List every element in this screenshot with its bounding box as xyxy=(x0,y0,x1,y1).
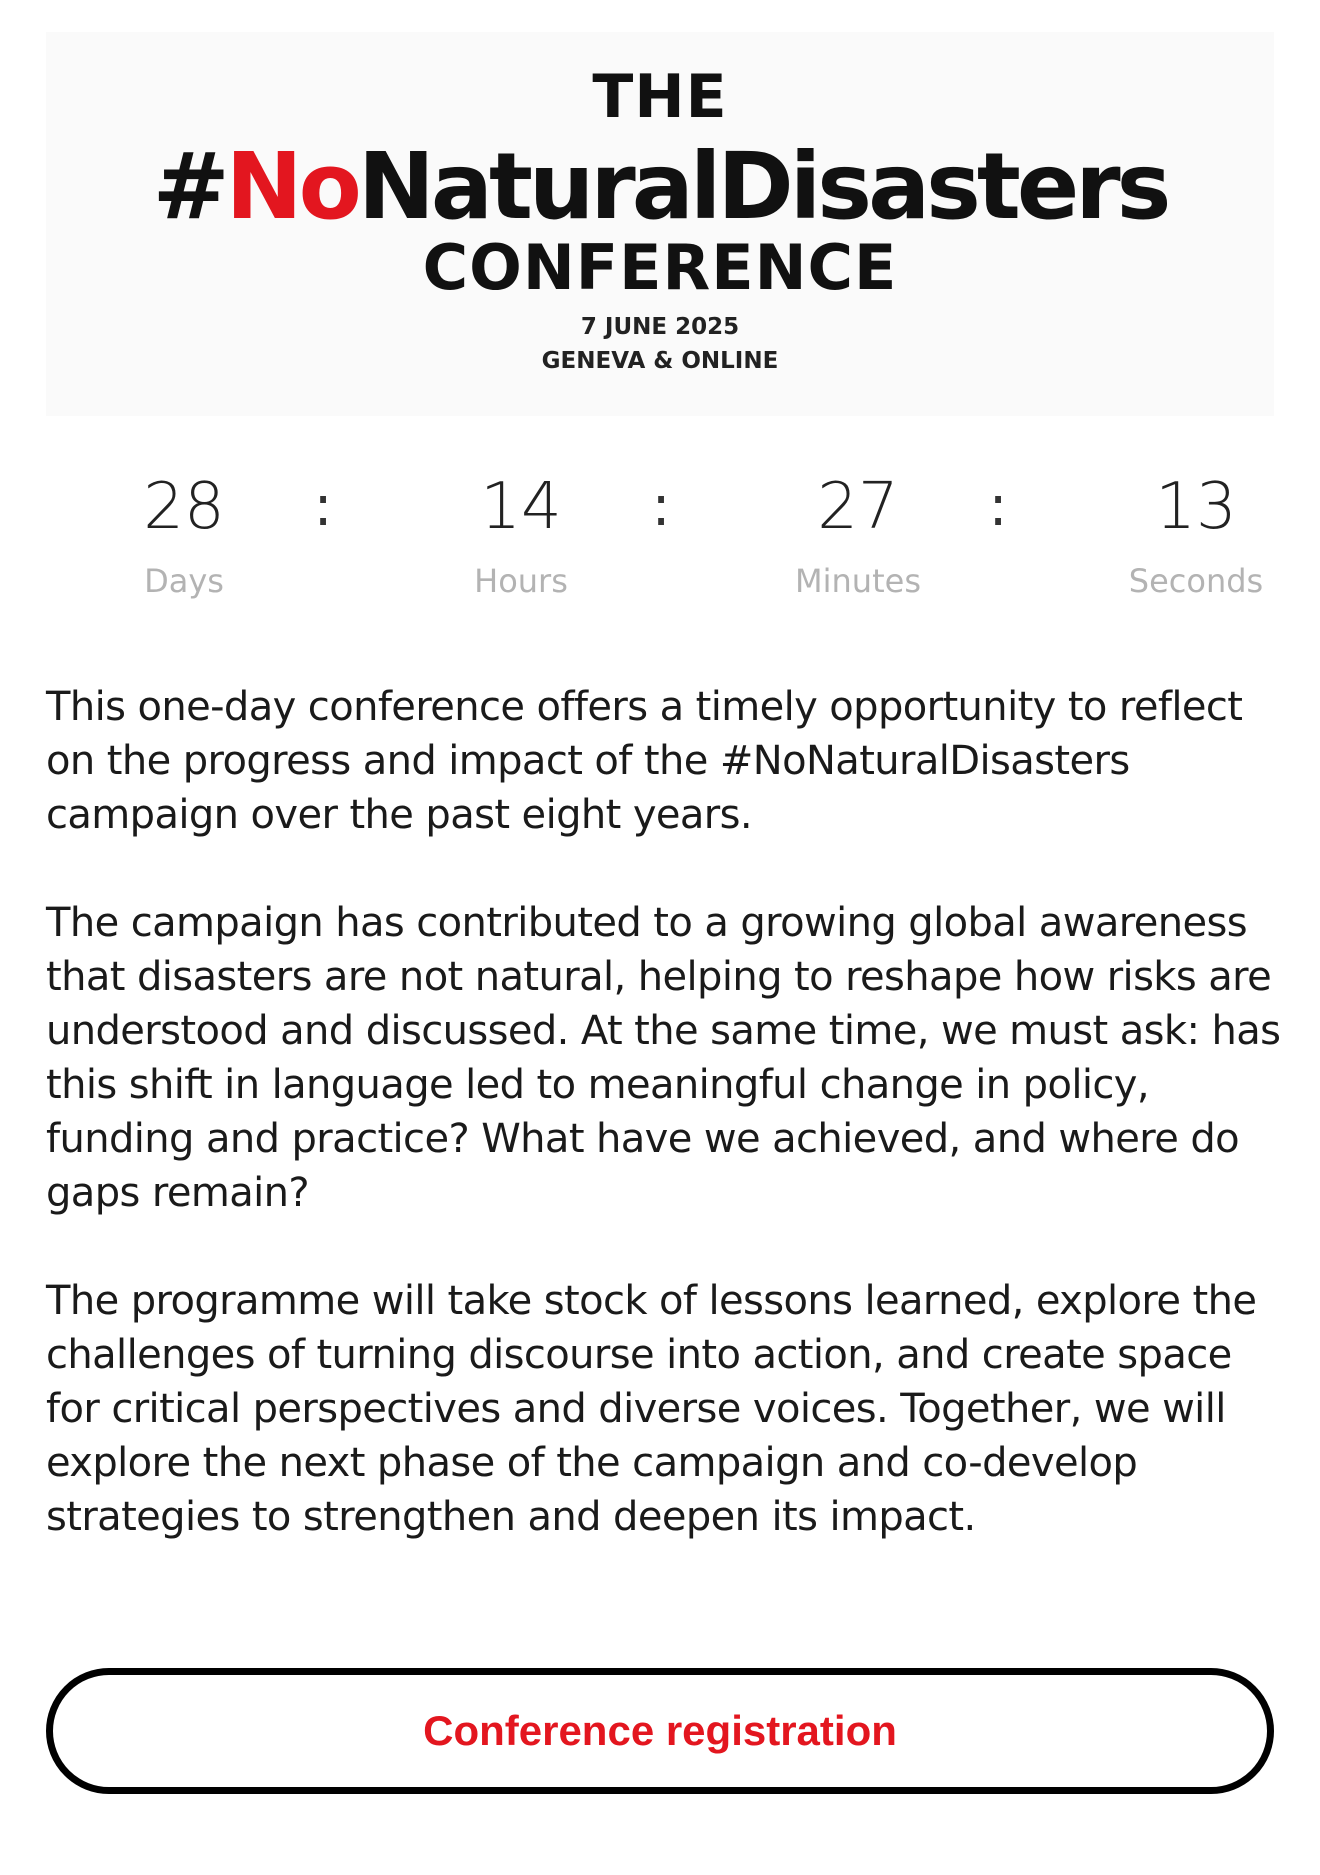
banner-title-conference: CONFERENCE xyxy=(422,231,898,304)
countdown-days xyxy=(64,462,304,606)
banner-hashtag-rest: NaturalDisasters xyxy=(357,133,1168,240)
countdown-hours-label: Hours xyxy=(474,562,568,600)
description-paragraph: The programme will take stock of lessons learned, explore the challenges of turning discourse into action, and create space for critical perspectives and diverse voices. Together, we will explore the next phase of the campaign and co-develop strategies to strengthen and deepen its impact. xyxy=(46,1278,1257,1540)
countdown-minutes xyxy=(738,462,978,606)
banner-title-the: THE xyxy=(592,62,728,132)
countdown-minutes-label: Minutes xyxy=(795,562,921,600)
banner-hashtag xyxy=(46,132,1274,242)
description-paragraph: The campaign has contributed to a growing global awareness that disasters are not natural, helping to reshape how risks are understood and discussed. At the same time, we must ask: has this shift in language led to meaningful change in policy, funding and practice? What have we achieved, and where do gaps remain? xyxy=(46,900,1281,1216)
countdown-days-value: 28 xyxy=(143,470,225,544)
banner-location: GENEVA & ONLINE xyxy=(541,348,779,374)
countdown-separator: : xyxy=(313,474,333,539)
conference-registration-button[interactable] xyxy=(46,1668,1274,1794)
countdown-days-label: Days xyxy=(144,562,224,600)
conference-registration-label: Conference registration xyxy=(423,1707,897,1754)
banner-hashtag-no: No xyxy=(225,133,358,240)
countdown-seconds-label: Seconds xyxy=(1128,562,1264,600)
countdown-separator: : xyxy=(651,474,671,539)
countdown-hours-value: 14 xyxy=(480,470,562,544)
countdown-seconds-value: 13 xyxy=(1155,470,1237,544)
countdown-minutes-value: 27 xyxy=(817,470,899,544)
conference-description xyxy=(46,680,1286,1598)
description-paragraph: This one-day conference offers a timely opportunity to reflect on the progress and impact of the #NoNaturalDisasters campaign over the past eight years. xyxy=(46,684,1243,838)
countdown-seconds xyxy=(1076,462,1316,606)
banner-hashtag-prefix: # xyxy=(152,133,226,240)
conference-logo xyxy=(46,32,1274,416)
countdown-timer xyxy=(46,462,1274,612)
countdown-hours xyxy=(401,462,641,606)
banner-date: 7 JUNE 2025 xyxy=(580,314,740,340)
countdown-separator: : xyxy=(988,474,1008,539)
conference-banner xyxy=(46,32,1274,416)
